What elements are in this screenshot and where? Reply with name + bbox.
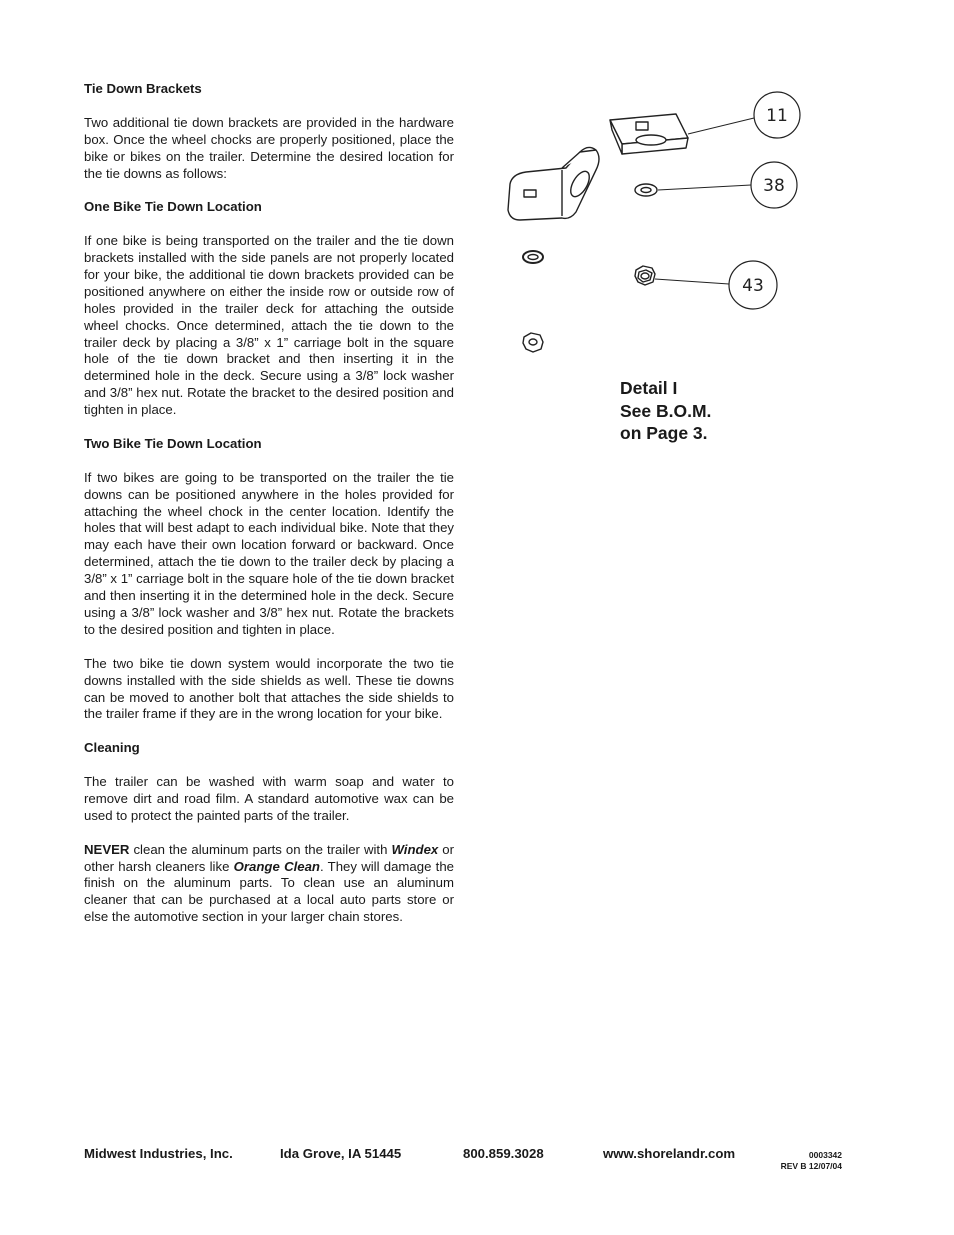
- hex-nut-part-2: [523, 333, 543, 352]
- orange-clean-emphasis: Orange Clean: [233, 858, 320, 874]
- lock-washer-part-2: [523, 251, 543, 263]
- caption-line-3: on Page 3.: [620, 423, 708, 443]
- figure-caption: [620, 377, 711, 445]
- paragraph-two-bike-1: If two bikes are going to be transported on the trailer the tie downs can be positioned anywhere in the holes provided for attaching the wheel chock in the center location. Identify the holes that will best adapt to each individual bike. Note that they may each have their own location forward or backward. Once determined, attach the tie down to the trailer deck by placing a 3/8” x 1” carriage bolt in the square hole of the tie down bracket and then inserting it in the determined hole in the deck. Secure using a 3/8” lock washer and 3/8” hex nut. Rotate the brackets to the desired position and tighten in place.: [84, 469, 454, 637]
- never-emphasis: NEVER: [84, 841, 130, 857]
- callout-label-43: 43: [742, 276, 764, 296]
- heading-one-bike: One Bike Tie Down Location: [84, 199, 262, 215]
- cleaning-text-c: . They will damage the finish on the aluminum parts. To clean use an aluminum cleaner that can be purchased at a local auto parts store or else the automotive section in your larger chain stores.: [84, 858, 454, 925]
- leader-line-11: [688, 118, 754, 134]
- heading-two-bike: Two Bike Tie Down Location: [84, 435, 262, 451]
- footer-website: www.shorelandr.com: [603, 1146, 736, 1161]
- windex-emphasis: Windex: [391, 841, 439, 857]
- cleaning-text-b: or other harsh cleaners like: [84, 841, 455, 874]
- hex-nut-part: [635, 266, 655, 285]
- leader-line-43: [655, 279, 729, 284]
- paragraph-cleaning-1: The trailer can be washed with warm soap and water to remove dirt and road film. A standard automotive wax can be used to protect the painted parts of the trailer.: [84, 774, 454, 823]
- footer-company: Midwest Industries, Inc.: [84, 1146, 233, 1161]
- detail-drawing: [500, 86, 820, 366]
- caption-line-2: See B.O.M.: [620, 400, 712, 421]
- tie-down-bracket-part: [508, 147, 599, 220]
- caption-line-1: Detail I: [620, 378, 678, 398]
- paragraph-tie-down-intro: Two additional tie down brackets are provided in the hardware box. Once the wheel chocks are properly positioned, place the bike or bikes on the trailer. Determine the desired location for the tie downs as follows:: [84, 114, 454, 181]
- footer-phone: 800.859.3028: [463, 1146, 544, 1161]
- plate-part: [610, 114, 688, 154]
- heading-cleaning: Cleaning: [84, 740, 140, 756]
- text-column: [84, 81, 454, 943]
- cleaning-text-a: clean the aluminum parts on the trailer with: [129, 841, 392, 857]
- lock-washer-part: [635, 184, 657, 196]
- callout-label-11: 11: [766, 106, 788, 126]
- footer-city: Ida Grove, IA 51445: [280, 1146, 402, 1161]
- callout-label-38: 38: [763, 176, 785, 196]
- doc-number: 0003342: [808, 1150, 842, 1160]
- document-number-block: [760, 1150, 842, 1172]
- paragraph-cleaning-2: [84, 842, 454, 927]
- doc-revision: REV B 12/07/04: [780, 1161, 842, 1171]
- heading-tie-down-brackets: Tie Down Brackets: [84, 81, 202, 96]
- paragraph-one-bike: If one bike is being transported on the trailer and the tie down brackets installed with the side panels are not properly located for your bike, the additional tie down brackets provided can be positioned anywhere on either the inside row or outside row of holes provided in the trailer deck for attaching the outside wheel chocks. Once determined, attach the tie down to the trailer deck by placing a 3/8” x 1” carriage bolt in the square hole of the tie down bracket and then inserting it in the determined hole in the deck. Secure using a 3/8” lock washer and 3/8” hex nut. Rotate the bracket to the desired position and tighten in place.: [84, 233, 454, 418]
- leader-line-38: [658, 185, 751, 190]
- paragraph-two-bike-2: The two bike tie down system would incorporate the two tie downs installed with the side shields as well. These tie downs can be moved to another bolt that attaches the side shields to the trailer frame if they are in the wrong location for your bike.: [84, 655, 454, 722]
